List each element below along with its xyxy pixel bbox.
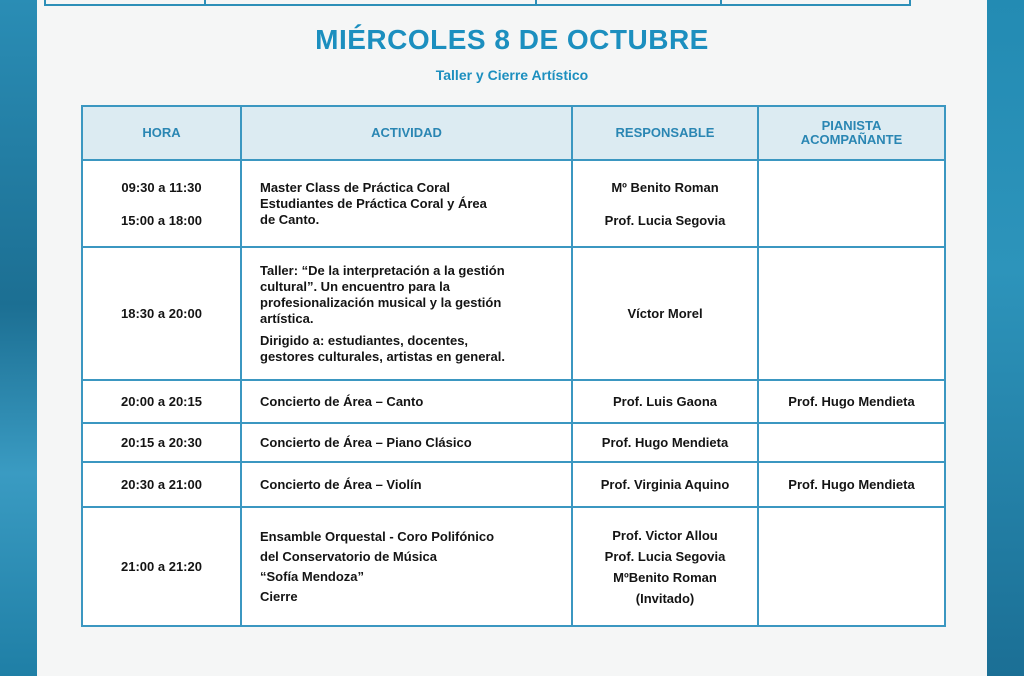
actividad-line: Ensamble Orquestal - Coro Polifónico: [260, 528, 495, 544]
actividad-line: Cierre: [260, 588, 298, 604]
cell-actividad: [241, 247, 572, 380]
hora-line: 21:00 a 21:20: [121, 559, 202, 574]
table-row: [82, 423, 945, 462]
actividad-line: cultural”. Un encuentro para la: [260, 278, 450, 294]
actividad-line: gestores culturales, artistas en general.: [260, 348, 505, 364]
actividad-line: Concierto de Área – Violín: [260, 476, 422, 492]
responsable-line: Prof. Victor Allou: [612, 527, 718, 543]
responsable-line: Prof. Lucia Segovia: [604, 212, 726, 228]
table-row: [82, 247, 945, 380]
cell-responsable: [572, 160, 758, 247]
cell-hora: [82, 462, 241, 507]
table-row: [82, 462, 945, 507]
cell-hora: [82, 423, 241, 462]
cell-pianista: Prof. Hugo Mendieta: [758, 380, 945, 423]
actividad-line: “Sofía Mendoza”: [260, 568, 365, 584]
actividad-line: artística.: [260, 310, 314, 326]
previous-table-bottom-edge: [44, 0, 911, 6]
cell-hora: [82, 380, 241, 423]
cell-actividad: [241, 462, 572, 507]
responsable-line: Mº Benito Roman: [611, 179, 719, 195]
actividad-line: Master Class de Práctica Coral: [260, 179, 451, 195]
cell-actividad: [241, 507, 572, 626]
actividad-line: Taller: “De la interpretación a la gestión: [260, 262, 505, 278]
cell-responsable: [572, 380, 758, 423]
responsable-line: Prof. Lucia Segovia: [604, 548, 726, 564]
cell-responsable: [572, 462, 758, 507]
cell-pianista: Prof. Hugo Mendieta: [758, 462, 945, 507]
cell-responsable: [572, 423, 758, 462]
header-hora: HORA: [82, 106, 241, 160]
responsable-line: Prof. Luis Gaona: [612, 394, 717, 409]
hora-line: 09:30 a 11:30: [121, 179, 202, 195]
cell-hora: [82, 160, 241, 247]
hora-line: 20:15 a 20:30: [121, 435, 202, 450]
page-subtitle: Taller y Cierre Artístico: [435, 67, 589, 83]
responsable-line: Prof. Virginia Aquino: [600, 477, 730, 492]
table-row: [82, 160, 945, 247]
page-title: MIÉRCOLES 8 DE OCTUBRE: [315, 24, 709, 55]
hora-line: 18:30 a 20:00: [121, 306, 202, 321]
hora-line: 15:00 a 18:00: [121, 212, 202, 228]
cell-responsable: [572, 507, 758, 626]
responsable-line: Prof. Hugo Mendieta: [601, 435, 729, 450]
cell-actividad: [241, 423, 572, 462]
hora-line: 20:00 a 20:15: [121, 394, 202, 409]
header-responsable: RESPONSABLE: [572, 106, 758, 160]
actividad-line: de Canto.: [260, 211, 320, 227]
cell-hora: [82, 507, 241, 626]
background-left-wave: [0, 0, 40, 676]
cell-responsable: [572, 247, 758, 380]
actividad-line: Dirigido a: estudiantes, docentes,: [260, 332, 469, 348]
cell-hora: [82, 247, 241, 380]
actividad-line: Concierto de Área – Piano Clásico: [260, 434, 472, 450]
actividad-line: profesionalización musical y la gestión: [260, 294, 502, 310]
header-pianista-line2: ACOMPAÑANTE: [800, 132, 903, 147]
cell-pianista: [758, 160, 945, 247]
cell-actividad: [241, 160, 572, 247]
table-row: [82, 380, 945, 423]
responsable-line: (Invitado): [635, 590, 695, 606]
table-row: [82, 507, 945, 626]
responsable-line: MºBenito Roman: [613, 569, 717, 585]
cell-pianista: [758, 247, 945, 380]
cell-pianista: [758, 507, 945, 626]
actividad-line: del Conservatorio de Música: [260, 548, 437, 564]
responsable-line: Víctor Morel: [627, 306, 703, 321]
actividad-line: Concierto de Área – Canto: [260, 393, 424, 409]
header-pianista-line1: PIANISTA: [821, 118, 882, 133]
cell-actividad: [241, 380, 572, 423]
header-pianista: [758, 106, 945, 160]
actividad-line: Estudiantes de Práctica Coral y Área: [260, 195, 487, 211]
background-right-wave: [984, 0, 1024, 676]
hora-line: 20:30 a 21:00: [121, 477, 202, 492]
table-header-row: [82, 106, 945, 160]
cell-pianista: [758, 423, 945, 462]
schedule-table: [81, 105, 946, 627]
header-actividad: ACTIVIDAD: [241, 106, 572, 160]
